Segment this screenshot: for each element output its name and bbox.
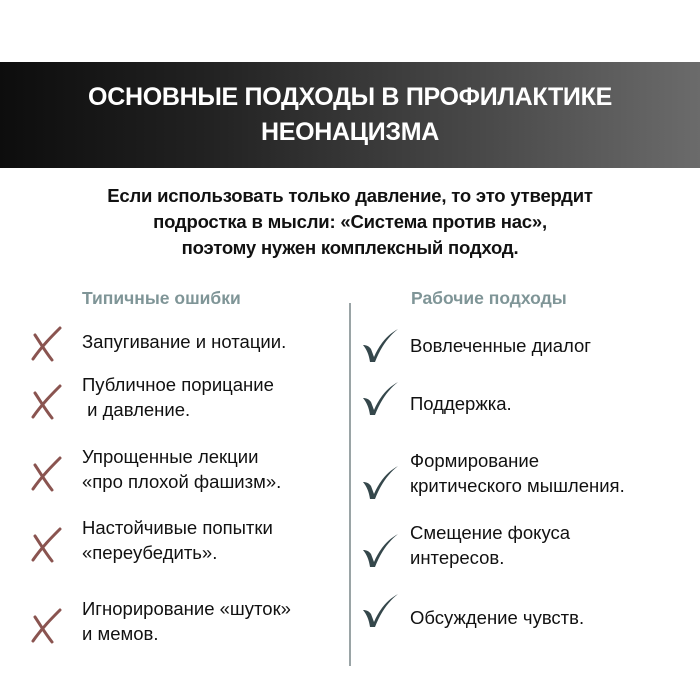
intro-line-2: подростка в мысли: «Система против нас», (153, 211, 547, 232)
approach-text-line-1: Поддержка. (410, 393, 512, 414)
approach-text-line-2: интересов. (410, 547, 505, 568)
intro-paragraph (0, 183, 700, 261)
mistake-item (0, 372, 345, 427)
approach-item (355, 520, 700, 575)
mistake-item (0, 515, 345, 570)
cross-icon (26, 454, 66, 494)
mistake-text-line-2: «переубедить». (82, 542, 218, 563)
mistake-text-line-1: Настойчивые попытки (82, 517, 273, 538)
approach-text-line-2: критического мышления. (410, 475, 625, 496)
approaches-heading: Рабочие подходы (411, 288, 567, 308)
check-icon (360, 530, 400, 570)
approach-item (355, 448, 700, 503)
cross-icon (26, 525, 66, 565)
intro-line-1: Если использовать только давление, то это утвердит (107, 185, 593, 206)
intro-line-3: поэтому нужен комплексный подход. (181, 237, 519, 258)
approach-item (355, 378, 700, 418)
cross-icon (26, 606, 66, 646)
check-icon (360, 325, 400, 365)
title-banner (0, 62, 700, 168)
mistake-text-line-1: Публичное порицание (82, 374, 274, 395)
mistake-text-line-2: «про плохой фашизм». (82, 471, 282, 492)
check-icon (360, 590, 400, 630)
approach-text-line-1: Обсуждение чувств. (410, 607, 585, 628)
mistake-item (0, 596, 345, 651)
mistake-item (0, 444, 345, 499)
mistake-item (0, 322, 345, 362)
mistake-text-line-1: Упрощенные лекции (82, 446, 259, 467)
cross-icon (26, 324, 66, 364)
approach-text-line-1: Вовлеченные диалог (410, 335, 592, 356)
mistake-text-line-2: и давление. (82, 399, 191, 420)
column-divider (349, 303, 351, 666)
page-title-line-2: НЕОНАЦИЗМА (260, 118, 440, 146)
check-icon (360, 378, 400, 418)
approach-item (355, 325, 700, 365)
page-title-line-1: ОСНОВНЫЕ ПОДХОДЫ В ПРОФИЛАКТИКЕ (88, 83, 612, 111)
mistakes-heading: Типичные ошибки (82, 288, 241, 308)
approach-text-line-1: Формирование (410, 450, 540, 471)
mistake-text-line-2: и мемов. (82, 623, 159, 644)
mistake-text-line-1: Запугивание и нотации. (82, 331, 287, 352)
cross-icon (26, 382, 66, 422)
approach-text-line-1: Смещение фокуса (410, 522, 571, 543)
mistake-text-line-1: Игнорирование «шуток» (82, 598, 291, 619)
approach-item (355, 590, 700, 635)
check-icon (360, 462, 400, 502)
